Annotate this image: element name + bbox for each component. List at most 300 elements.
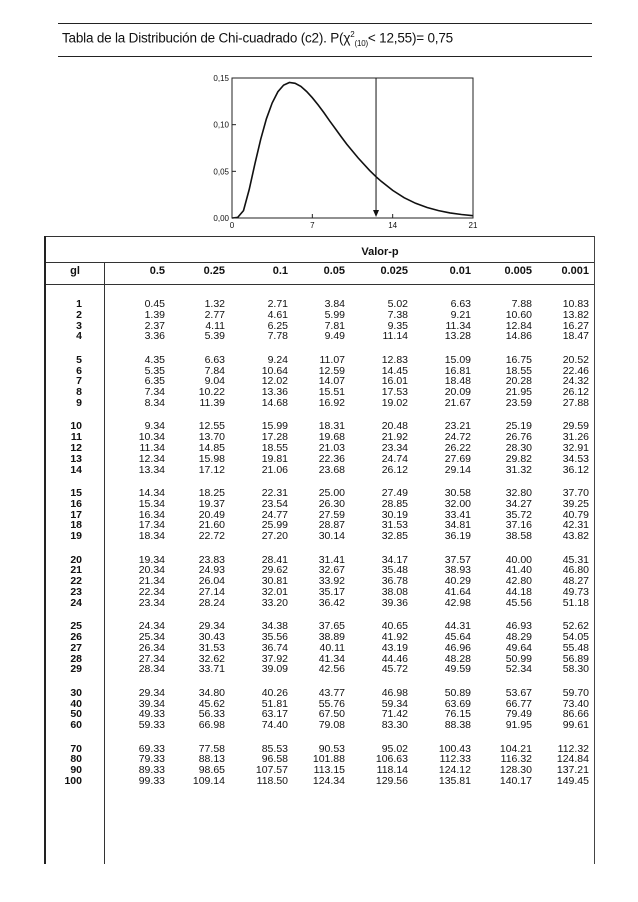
table-cell: 20.49 (198, 508, 225, 521)
table-cell: 88.13 (198, 753, 225, 766)
table-cell: 34.17 (381, 553, 408, 566)
table-cell: 15.51 (318, 386, 345, 399)
table-cell: 42.80 (505, 575, 532, 588)
table-cell: 35.72 (505, 508, 532, 521)
table-cell: 36.12 (562, 463, 589, 476)
gl-value: 8 (76, 386, 82, 399)
table-cell: 5.02 (387, 298, 408, 310)
column-header: 0.01 (449, 265, 471, 277)
table-cell: 40.65 (381, 620, 408, 633)
table-cell: 98.65 (198, 764, 225, 777)
table-cell: 33.20 (261, 596, 288, 609)
table-cell: 16.01 (381, 375, 408, 388)
table-cell: 46.96 (444, 641, 471, 654)
table-cell: 29.62 (261, 564, 288, 577)
table-cell: 24.34 (138, 620, 165, 633)
table-cell: 5.39 (204, 330, 225, 343)
table-cell: 34.53 (562, 452, 589, 465)
table-cell: 26.30 (318, 497, 345, 510)
table-cell: 9.35 (387, 319, 408, 332)
table-cell: 66.77 (505, 697, 532, 710)
y-tick-label: 0,10 (213, 120, 229, 130)
gl-value: 15 (70, 487, 82, 499)
table-cell: 76.15 (444, 708, 471, 721)
table-cell: 129.56 (375, 775, 408, 787)
table-cell: 12.59 (318, 364, 345, 377)
table-cell: 55.76 (318, 697, 345, 710)
table-cell: 49.33 (138, 708, 165, 721)
table-cell: 26.12 (381, 463, 408, 476)
table-cell: 22.46 (562, 364, 589, 377)
table-cell: 137.21 (556, 764, 589, 777)
table-cell: 19.81 (261, 452, 288, 465)
table-cell: 14.34 (138, 487, 165, 499)
table-cell: 7.78 (267, 330, 288, 343)
table-cell: 27.69 (444, 452, 471, 465)
table-cell: 90.53 (318, 742, 345, 755)
table-cell: 42.56 (318, 663, 345, 676)
table-cell: 18.55 (261, 442, 288, 454)
gl-value: 5 (76, 353, 82, 366)
table-cell: 63.69 (444, 697, 471, 710)
table-cell: 23.59 (505, 397, 532, 409)
x-tick-label: 21 (468, 221, 478, 230)
table-cell: 17.34 (138, 519, 165, 532)
gl-value: 18 (70, 519, 82, 532)
table-cell: 35.56 (261, 631, 288, 643)
table-cell: 31.41 (318, 553, 345, 566)
table-cell: 0.45 (144, 298, 165, 310)
table-cell: 28.34 (138, 663, 165, 676)
table-cell: 24.74 (381, 452, 408, 465)
table-cell: 48.29 (505, 631, 532, 643)
table-cell: 13.36 (261, 386, 288, 399)
header-rule (46, 284, 594, 285)
table-cell: 20.52 (562, 353, 589, 366)
table-cell: 31.53 (198, 641, 225, 654)
table-cell: 31.53 (381, 519, 408, 532)
plot-frame (232, 78, 473, 218)
marker-arrowhead (373, 210, 379, 217)
table-cell: 34.27 (505, 497, 532, 510)
table-cell: 46.80 (562, 564, 589, 577)
table-cell: 10.60 (505, 308, 532, 321)
title-subscript: (10) (354, 39, 368, 49)
table-cell: 17.53 (381, 386, 408, 399)
table-cell: 6.63 (450, 298, 471, 310)
table-cell: 7.84 (204, 364, 225, 377)
table-cell: 20.48 (381, 420, 408, 433)
table-cell: 33.41 (444, 508, 471, 521)
table-cell: 32.85 (381, 530, 408, 543)
table-cell: 79.49 (505, 708, 532, 721)
gl-value: 70 (70, 742, 82, 755)
table-cell: 43.77 (318, 686, 345, 699)
table-cell: 8.34 (144, 397, 165, 409)
table-cell: 45.62 (198, 697, 225, 710)
table-cell: 34.80 (198, 686, 225, 699)
table-cell: 21.34 (138, 575, 165, 588)
table-cell: 83.30 (381, 719, 408, 732)
gl-value: 9 (76, 397, 82, 409)
table-cell: 3.36 (144, 330, 165, 343)
table-cell: 14.07 (318, 375, 345, 388)
page-title (62, 30, 453, 48)
gl-value: 7 (76, 375, 82, 388)
table-cell: 99.33 (138, 775, 165, 787)
table-cell: 40.00 (505, 553, 532, 566)
table-cell: 56.89 (562, 652, 589, 665)
table-cell: 36.74 (261, 641, 288, 654)
gl-value: 6 (76, 364, 82, 377)
table-cell: 53.67 (505, 686, 532, 699)
table-cell: 40.26 (261, 686, 288, 699)
table-cell: 10.83 (562, 298, 589, 310)
table-cell: 54.05 (562, 631, 589, 643)
column-header: 0.05 (323, 265, 345, 277)
table-cell: 14.68 (261, 397, 288, 409)
table-cell: 21.60 (198, 519, 225, 532)
gl-value: 4 (76, 330, 82, 343)
table-cell: 19.37 (198, 497, 225, 510)
table-cell: 6.35 (144, 375, 165, 388)
table-cell: 2.37 (144, 319, 165, 332)
table-cell: 28.24 (198, 596, 225, 609)
table-cell: 11.39 (199, 397, 225, 409)
table-cell: 30.43 (198, 631, 225, 643)
table-cell: 124.12 (438, 764, 471, 777)
table-cell: 38.93 (444, 564, 471, 577)
table-cell: 30.14 (318, 530, 345, 543)
table-cell: 48.27 (562, 575, 589, 588)
table-cell: 26.04 (198, 575, 225, 588)
table-cell: 1.39 (144, 308, 165, 321)
table-cell: 25.19 (505, 420, 532, 433)
table-cell: 40.79 (562, 508, 589, 521)
table-cell: 27.20 (261, 530, 288, 543)
table-cell: 55.48 (562, 641, 589, 654)
table-cell: 24.77 (261, 508, 288, 521)
table-cell: 13.28 (444, 330, 471, 343)
table-cell: 30.81 (261, 575, 288, 588)
title-superscript: 2 (350, 30, 355, 39)
table-cell: 124.84 (556, 753, 589, 766)
gl-value: 90 (70, 764, 82, 777)
table-cell: 16.81 (444, 364, 471, 377)
table-cell: 39.09 (261, 663, 288, 676)
table-cell: 46.93 (505, 620, 532, 633)
table-cell: 41.92 (381, 631, 408, 643)
chi-square-table (44, 236, 595, 864)
table-cell: 18.55 (505, 364, 532, 377)
table-cell: 58.30 (562, 663, 589, 676)
gl-value: 22 (70, 575, 82, 588)
x-tick-label: 14 (388, 221, 398, 230)
gl-value: 26 (70, 631, 82, 643)
column-header: 0.005 (504, 265, 532, 277)
table-cell: 29.34 (138, 686, 165, 699)
table-cell: 18.25 (198, 487, 225, 499)
table-cell: 49.64 (505, 641, 532, 654)
top-rule (58, 23, 592, 24)
table-cell: 24.72 (444, 431, 471, 444)
gl-header: gl (70, 265, 80, 277)
table-cell: 52.34 (505, 663, 532, 676)
table-cell: 36.19 (444, 530, 471, 543)
table-cell: 44.31 (444, 620, 471, 633)
table-cell: 24.32 (562, 375, 589, 388)
table-cell: 2.77 (204, 308, 225, 321)
table-cell: 14.86 (505, 330, 532, 343)
table-cell: 23.83 (198, 553, 225, 566)
table-cell: 66.98 (198, 719, 225, 732)
table-cell: 18.47 (562, 330, 589, 343)
table-cell: 22.72 (198, 530, 225, 543)
table-cell: 116.32 (500, 753, 532, 766)
table-cell: 32.62 (198, 652, 225, 665)
table-cell: 25.00 (318, 487, 345, 499)
table-cell: 9.21 (450, 308, 471, 321)
gl-value: 14 (70, 463, 82, 476)
table-cell: 6.63 (204, 353, 225, 366)
x-tick-label: 0 (229, 221, 235, 230)
table-cell: 22.31 (261, 487, 288, 499)
table-cell: 16.34 (138, 508, 165, 521)
table-cell: 23.34 (138, 596, 165, 609)
table-cell: 112.33 (439, 753, 471, 766)
title-tail: < 12,55)= 0,75 (367, 30, 453, 46)
table-cell: 9.04 (204, 375, 225, 388)
table-cell: 99.61 (562, 719, 589, 732)
table-cell: 12.83 (381, 353, 408, 366)
table-cell: 28.85 (381, 497, 408, 510)
table-cell: 12.34 (138, 452, 165, 465)
gl-value: 29 (70, 663, 82, 676)
table-cell: 29.59 (562, 420, 589, 433)
table-cell: 27.14 (198, 586, 225, 598)
table-cell: 42.31 (562, 519, 589, 532)
gl-value: 27 (70, 641, 82, 654)
table-cell: 41.64 (444, 586, 471, 598)
table-cell: 69.33 (138, 742, 165, 755)
table-cell: 12.55 (198, 420, 225, 433)
table-cell: 51.81 (261, 697, 288, 710)
table-cell: 41.34 (318, 652, 345, 665)
table-cell: 21.06 (261, 463, 288, 476)
table-cell: 91.95 (505, 719, 532, 732)
column-header: 0.1 (272, 265, 288, 277)
table-cell: 27.49 (381, 487, 408, 499)
table-cell: 124.34 (312, 775, 345, 787)
gl-value: 19 (70, 530, 82, 543)
table-cell: 38.89 (318, 631, 345, 643)
table-cell: 45.56 (505, 596, 532, 609)
table-cell: 74.40 (261, 719, 288, 732)
table-cell: 118.14 (376, 764, 408, 777)
table-cell: 26.12 (562, 386, 589, 399)
table-cell: 21.92 (381, 431, 408, 444)
table-cell: 30.19 (381, 508, 408, 521)
title-main: Tabla de la Distribución de Chi-cuadrado (c2). P(χ (62, 30, 351, 46)
table-cell: 2.71 (267, 298, 288, 310)
table-cell: 9.24 (267, 353, 288, 366)
x-tick-label: 7 (310, 221, 315, 230)
table-cell: 7.81 (324, 319, 345, 332)
table-cell: 59.34 (381, 697, 408, 710)
table-cell: 17.12 (198, 463, 225, 476)
table-cell: 29.14 (444, 463, 471, 476)
table-cell: 32.01 (261, 586, 288, 598)
table-cell: 4.61 (267, 308, 288, 321)
table-cell: 45.72 (381, 663, 408, 676)
table-cell: 34.81 (444, 519, 471, 532)
table-cell: 15.34 (138, 497, 165, 510)
table-cell: 19.34 (138, 553, 165, 566)
table-cell: 21.95 (505, 386, 532, 399)
table-cell: 50.89 (444, 686, 471, 699)
table-cell: 26.22 (444, 442, 471, 454)
column-header: 0.001 (561, 265, 589, 277)
table-cell: 3.84 (324, 298, 345, 310)
table-cell: 39.36 (381, 596, 408, 609)
table-cell: 19.02 (381, 397, 408, 409)
table-cell: 28.87 (318, 519, 345, 532)
gl-value: 23 (70, 586, 82, 598)
table-cell: 100.43 (438, 742, 471, 755)
table-cell: 45.31 (562, 553, 589, 566)
table-cell: 7.88 (511, 298, 532, 310)
gl-value: 25 (70, 620, 82, 633)
table-cell: 36.78 (381, 575, 408, 588)
table-cell: 18.34 (138, 530, 165, 543)
y-tick-label: 0,15 (213, 74, 229, 83)
table-cell: 18.48 (444, 375, 471, 388)
table-cell: 71.42 (381, 708, 408, 721)
table-cell: 1.32 (204, 298, 225, 310)
gl-value: 20 (70, 553, 82, 566)
table-cell: 56.33 (198, 708, 225, 721)
table-cell: 109.14 (192, 775, 225, 787)
table-cell: 16.92 (318, 397, 345, 409)
table-cell: 73.40 (562, 697, 589, 710)
table-cell: 43.19 (381, 641, 408, 654)
table-cell: 27.88 (562, 397, 589, 409)
table-cell: 45.64 (444, 631, 471, 643)
table-cell: 85.53 (261, 742, 288, 755)
table-cell: 95.02 (381, 742, 408, 755)
table-cell: 37.65 (318, 620, 345, 633)
table-cell: 59.70 (562, 686, 589, 699)
valor-p-rule (46, 262, 594, 263)
table-cell: 13.70 (198, 431, 225, 444)
table-cell: 40.29 (444, 575, 471, 588)
table-cell: 88.38 (444, 719, 471, 732)
table-cell: 39.25 (562, 497, 589, 510)
table-cell: 21.03 (318, 442, 345, 454)
table-cell: 32.91 (562, 442, 589, 454)
table-cell: 11.34 (139, 442, 165, 454)
gl-value: 21 (70, 564, 82, 577)
table-cell: 36.42 (318, 596, 345, 609)
gl-value: 28 (70, 652, 82, 665)
table-cell: 23.68 (318, 463, 345, 476)
table-cell: 33.71 (198, 663, 225, 676)
table-cell: 25.34 (138, 631, 165, 643)
table-cell: 11.07 (319, 353, 345, 366)
table-cell: 46.98 (381, 686, 408, 699)
table-cell: 26.34 (138, 641, 165, 654)
column-header: 0.25 (203, 265, 225, 277)
table-cell: 20.28 (505, 375, 532, 388)
table-cell: 20.34 (138, 564, 165, 577)
table-cell: 49.59 (444, 663, 471, 676)
table-cell: 4.11 (205, 319, 225, 332)
table-cell: 17.28 (261, 431, 288, 444)
table-cell: 35.17 (318, 586, 345, 598)
table-cell: 32.00 (444, 497, 471, 510)
table-cell: 79.33 (138, 753, 165, 766)
table-cell: 15.98 (198, 452, 225, 465)
table-cell: 32.80 (505, 487, 532, 499)
gl-column-divider (104, 262, 105, 864)
table-cell: 9.49 (324, 330, 345, 343)
table-cell: 50.99 (505, 652, 532, 665)
table-cell: 21.67 (444, 397, 471, 409)
table-cell: 79.08 (318, 719, 345, 732)
gl-value: 12 (70, 442, 82, 454)
table-cell: 48.28 (444, 652, 471, 665)
gl-value: 40 (70, 697, 82, 710)
table-cell: 23.21 (444, 420, 471, 433)
table-cell: 10.34 (138, 431, 165, 444)
table-cell: 11.34 (445, 319, 471, 332)
gl-value: 100 (64, 775, 82, 787)
table-cell: 7.38 (387, 308, 408, 321)
table-cell: 26.76 (505, 431, 532, 444)
table-cell: 37.57 (444, 553, 471, 566)
table-cell: 106.63 (375, 753, 408, 766)
table-cell: 20.09 (444, 386, 471, 399)
table-cell: 27.34 (138, 652, 165, 665)
table-cell: 5.99 (324, 308, 345, 321)
table-cell: 19.68 (318, 431, 345, 444)
table-cell: 10.64 (261, 364, 288, 377)
table-cell: 86.66 (562, 708, 589, 721)
table-cell: 25.99 (261, 519, 288, 532)
table-cell: 49.73 (562, 586, 589, 598)
table-cell: 15.99 (261, 420, 288, 433)
table-cell: 23.54 (261, 497, 288, 510)
table-cell: 67.50 (318, 708, 345, 721)
table-cell: 14.85 (198, 442, 225, 454)
table-cell: 28.30 (505, 442, 532, 454)
gl-value: 17 (70, 508, 82, 521)
table-cell: 128.30 (499, 764, 532, 777)
chi-square-density-chart (195, 70, 485, 240)
table-cell: 63.17 (261, 708, 288, 721)
gl-value: 60 (70, 719, 82, 732)
table-cell: 118.50 (256, 775, 288, 787)
table-cell: 37.16 (505, 519, 532, 532)
table-cell: 13.82 (562, 308, 589, 321)
table-cell: 18.31 (318, 420, 345, 433)
table-cell: 38.58 (505, 530, 532, 543)
gl-value: 80 (70, 753, 82, 766)
table-cell: 35.48 (381, 564, 408, 577)
table-cell: 149.45 (556, 775, 589, 787)
table-cell: 30.58 (444, 487, 471, 499)
gl-value: 30 (70, 686, 82, 699)
